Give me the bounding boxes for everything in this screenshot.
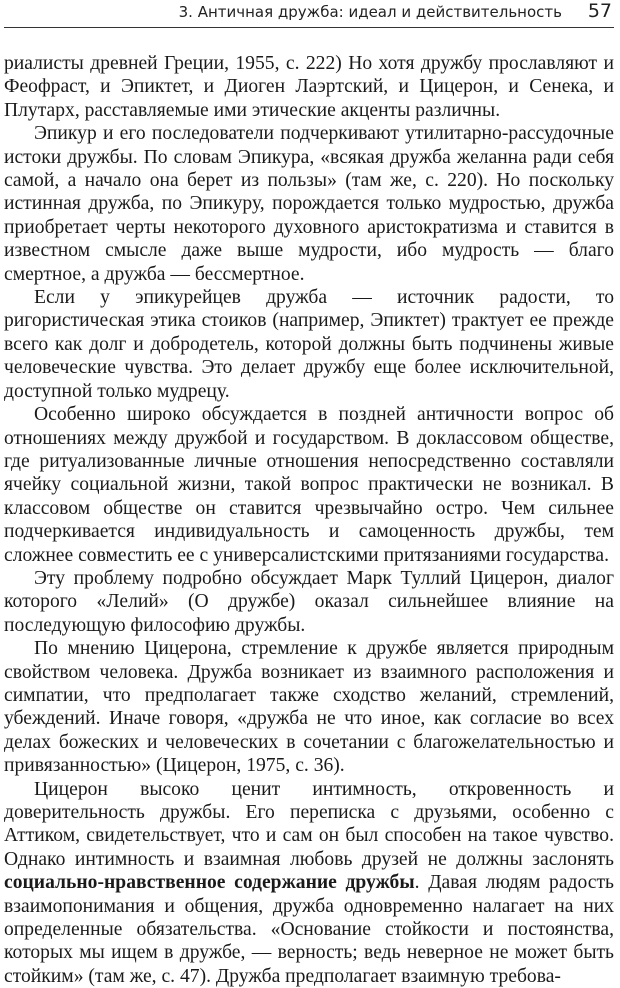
paragraph-2: Эпикур и его последователи подчеркивают утилитарно-рассудочные истоки дружбы. По словам Эпикура, «всякая дружба желанна ради себя самой, а начало она берет из пользы» (там же, с. 220). Но поскольку истинная дружба, по Эпикуру, порождается только мудростью, дружба приобретает черты некоторого духовного аристократизма и ставится в известном смысле даже выше мудрости, ибо мудрость — благо смертное, а дружба — бессмертное. xyxy=(4,123,614,285)
paragraph-5: Эту проблему подробно обсуждает Марк Туллий Цицерон, диалог которого «Лелий» (О дружбе) оказал сильнейшее влияние на последующую философию дружбы. xyxy=(4,567,614,636)
paragraph-3: Если у эпикурейцев дружба — источник радости, то ригористическая этика стоиков (например, Эпиктет) трактует ее прежде всего как долг и добродетель, которой должны быть подчинены живые человеческие чувства. Это делает дружбу еще более исключительной, доступной только мудрецу. xyxy=(4,287,614,402)
header-rule xyxy=(4,27,614,28)
paragraph-6: По мнению Цицерона, стремление к дружбе является природным свойством человека. Дружба возникает из взаимного расположения и симпатии, что предполагает также сходство желаний, стремлений, убеждений. Иначе говоря, «дружба не что иное, как согласие во всех делах божеских и человеческих в сочетании с благожелательностью и привязанностью» (Цицерон, 1975, с. 36). xyxy=(4,638,614,777)
page-number: 57 xyxy=(587,0,612,22)
paragraph-1: риалисты древней Греции, 1955, с. 222) Но хотя дружбу прославляют и Феофраст, и Эпиктет, и Диоген Лаэртский, и Цицерон, и Сенека, и Плутарх, расставляемые ими этические акценты различны. xyxy=(4,53,614,121)
body-text xyxy=(4,52,614,988)
paragraph-7 xyxy=(4,778,614,988)
page-header xyxy=(0,0,620,30)
paragraph-7-text-after: . Давая людям радость взаимопонимания и общения, дружба одновременно налагает на них определенные обязательства. «Основание стойкости и постоянства, которых мы ищем в дружбе, — верность; ведь неверное не может быть стойким» (там же, с. 47). Дружба предполагает взаимную требова- xyxy=(4,872,614,987)
running-title: 3. Античная дружба: идеал и действительность xyxy=(178,3,562,21)
paragraph-4: Особенно широко обсуждается в поздней античности вопрос об отношениях между дружбой и государством. В доклассовом обществе, где ритуализованные личные отношения непосредственно составляли ячейку социальной жизни, такой вопрос практически не возникал. В классовом обществе он ставится чрезвычайно остро. Чем сильнее подчеркивается индивидуальность и самоценность дружбы, тем сложнее совместить ее с универсалистскими притязаниями государства. xyxy=(4,404,614,566)
paragraph-7-bold-phrase: социально-нравственное содержание дружбы xyxy=(4,872,415,894)
paragraph-7-text-before: Цицерон высоко ценит интимность, откровенность и доверительность дружбы. Его переписка с друзьями, особенно с Аттиком, свидетельствует, что и сам он был способен на такое чувство. Однако интимность и взаимная любовь друзей не должны заслонять xyxy=(4,778,614,870)
